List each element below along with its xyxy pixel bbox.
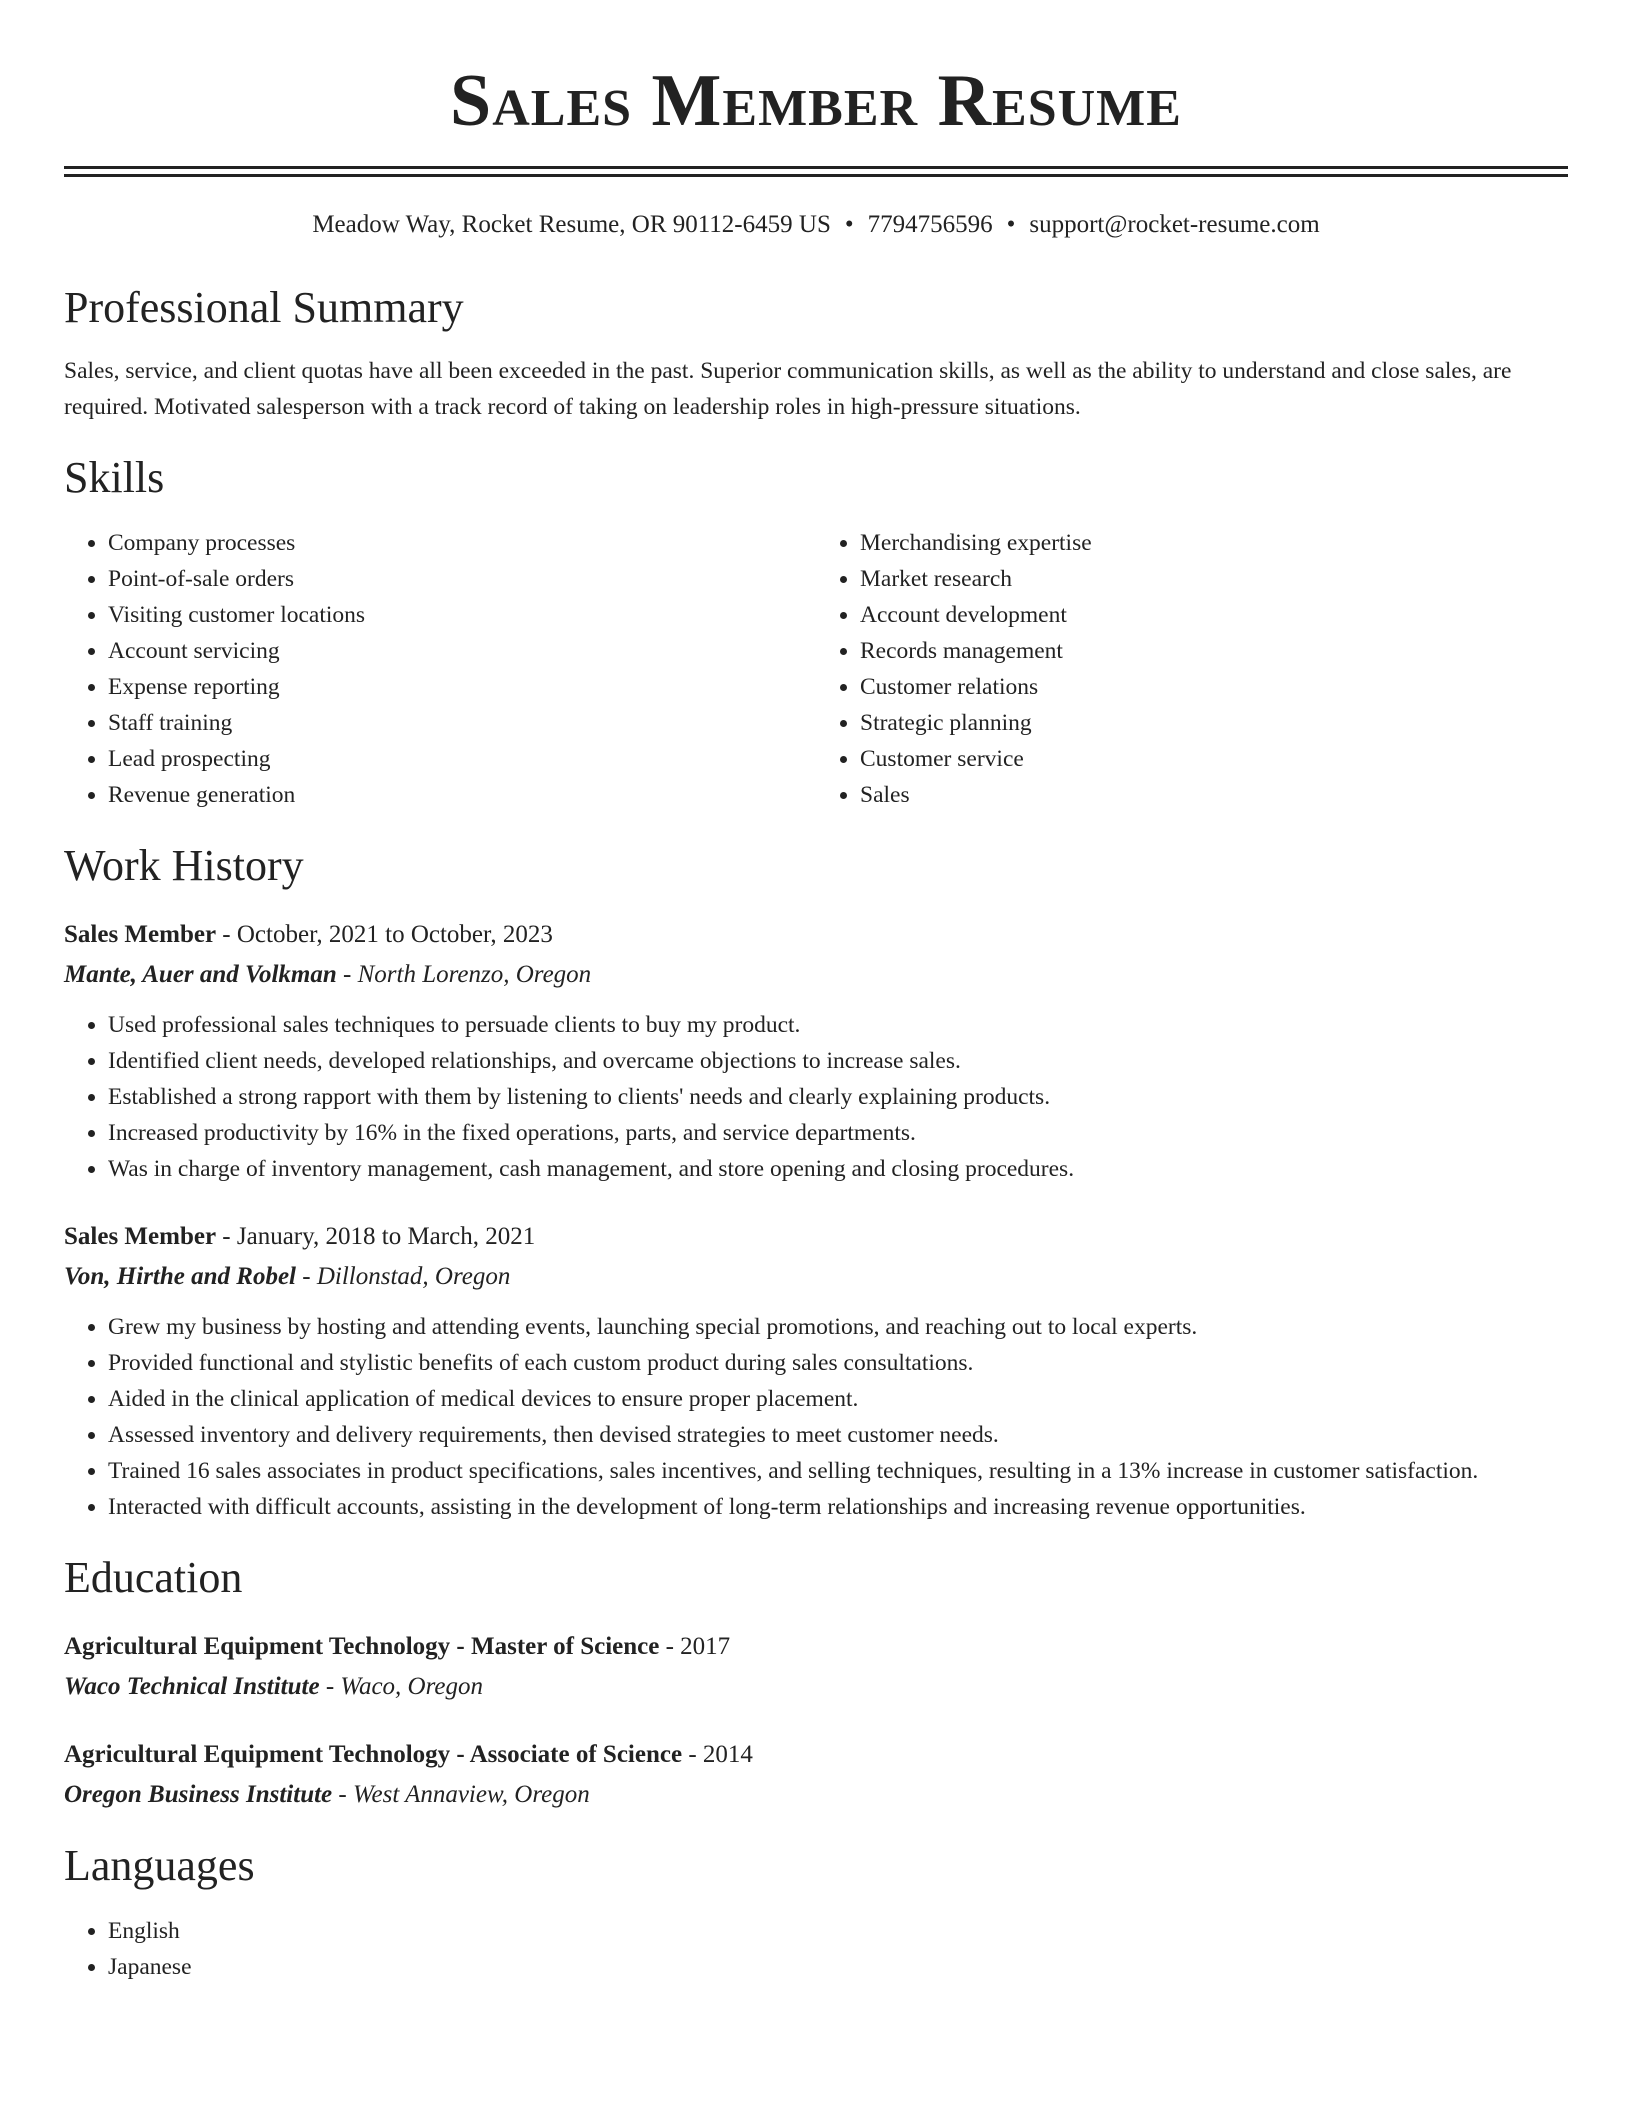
school-line — [64, 1669, 1568, 1705]
job-bullet: • Identified client needs, developed relationships, and overcame objections to increase sales. — [108, 1043, 1568, 1079]
summary-text: Sales, service, and client quotas have all been exceeded in the past. Superior communication skills, as well as the ability to understand and close sales, are required. Motivated salesperson with a track record of taking on leadership roles in high-pressure situations. — [64, 358, 1512, 420]
contact-address: Meadow Way, Rocket Resume, OR 90112-6459 US — [312, 211, 831, 238]
job-company-line — [64, 1259, 1568, 1295]
contact-separator: • — [844, 211, 854, 238]
skill-item: • Lead prospecting — [108, 741, 816, 777]
job-title-line — [64, 917, 1568, 953]
education-heading: Education — [64, 1553, 243, 1602]
skill-item: • Market research — [860, 561, 1568, 597]
job-company: Mante, Auer and Volkman — [64, 961, 337, 988]
contact-email: support@rocket-resume.com — [1029, 211, 1320, 238]
job-bullet: • Used professional sales techniques to persuade clients to buy my product. — [108, 1007, 1568, 1043]
job-location: - North Lorenzo, Oregon — [336, 961, 592, 988]
languages-list — [64, 1913, 1568, 1985]
job-company-line — [64, 957, 1568, 993]
skill-item: • Sales — [860, 777, 1568, 813]
job-title: Sales Member — [64, 921, 217, 948]
degree: Agricultural Equipment Technology - Associate of Science — [64, 1741, 683, 1768]
language-item: • English — [108, 1913, 1568, 1949]
degree-line — [64, 1737, 1568, 1773]
skills-list-left — [64, 525, 816, 813]
job-dates: - October, 2021 to October, 2023 — [216, 921, 553, 948]
school: Waco Technical Institute — [64, 1673, 320, 1700]
resume-title: Sales Member Resume — [450, 60, 1182, 142]
title-double-rule — [64, 166, 1568, 177]
job-bullet: • Provided functional and stylistic benefits of each custom product during sales consultations. — [108, 1345, 1568, 1381]
job-bullet: • Established a strong rapport with them by listening to clients' needs and clearly explaining products. — [108, 1079, 1568, 1115]
contact-phone: 7794756596 — [867, 211, 993, 238]
resume-page — [64, 0, 1568, 1985]
skill-item: • Revenue generation — [108, 777, 816, 813]
skill-item: • Expense reporting — [108, 669, 816, 705]
job-bullet: • Increased productivity by 16% in the fixed operations, parts, and service departments. — [108, 1115, 1568, 1151]
skill-item: • Account development — [860, 597, 1568, 633]
skills-columns — [64, 525, 1568, 813]
skills-list-right — [816, 525, 1568, 813]
job-title: Sales Member — [64, 1223, 217, 1250]
skill-item: • Records management — [860, 633, 1568, 669]
job-bullet: • Grew my business by hosting and attending events, launching special promotions, and reaching out to local experts. — [108, 1309, 1568, 1345]
degree-year: - 2014 — [682, 1741, 753, 1768]
job-bullet: • Assessed inventory and delivery requirements, then devised strategies to meet customer needs. — [108, 1417, 1568, 1453]
degree-line — [64, 1629, 1568, 1665]
skill-item: • Strategic planning — [860, 705, 1568, 741]
skill-item: • Visiting customer locations — [108, 597, 816, 633]
skill-item: • Company processes — [108, 525, 816, 561]
job-bullet: • Was in charge of inventory management, cash management, and store opening and closing procedures. — [108, 1151, 1568, 1187]
job-bullet: • Interacted with difficult accounts, assisting in the development of long-term relationships and increasing revenue opportunities. — [108, 1489, 1568, 1525]
contact-separator: • — [1006, 211, 1016, 238]
job-location: - Dillonstad, Oregon — [296, 1263, 511, 1290]
job-title-line — [64, 1219, 1568, 1255]
skill-item: • Merchandising expertise — [860, 525, 1568, 561]
job-bullet: • Aided in the clinical application of medical devices to ensure proper placement. — [108, 1381, 1568, 1417]
school-location: - West Annaview, Oregon — [332, 1781, 590, 1808]
skill-item: • Staff training — [108, 705, 816, 741]
job-company: Von, Hirthe and Robel — [64, 1263, 296, 1290]
work-history-heading: Work History — [64, 841, 304, 890]
languages-heading: Languages — [64, 1841, 255, 1890]
job-dates: - January, 2018 to March, 2021 — [216, 1223, 536, 1250]
skills-heading: Skills — [64, 453, 165, 502]
skill-item: • Customer service — [860, 741, 1568, 777]
school-location: - Waco, Oregon — [319, 1673, 483, 1700]
school-line — [64, 1777, 1568, 1813]
job-bullet: • Trained 16 sales associates in product specifications, sales incentives, and selling techniques, resulting in a 13% increase in customer satisfaction. — [108, 1453, 1568, 1489]
degree: Agricultural Equipment Technology - Master of Science — [64, 1633, 660, 1660]
skill-item: • Customer relations — [860, 669, 1568, 705]
skill-item: • Account servicing — [108, 633, 816, 669]
language-item: • Japanese — [108, 1949, 1568, 1985]
job-bullets — [64, 1309, 1568, 1525]
summary-heading: Professional Summary — [64, 283, 464, 332]
degree-year: - 2017 — [659, 1633, 731, 1660]
skill-item: • Point-of-sale orders — [108, 561, 816, 597]
job-bullets — [64, 1007, 1568, 1187]
school: Oregon Business Institute — [64, 1781, 333, 1808]
contact-line — [64, 209, 1568, 241]
